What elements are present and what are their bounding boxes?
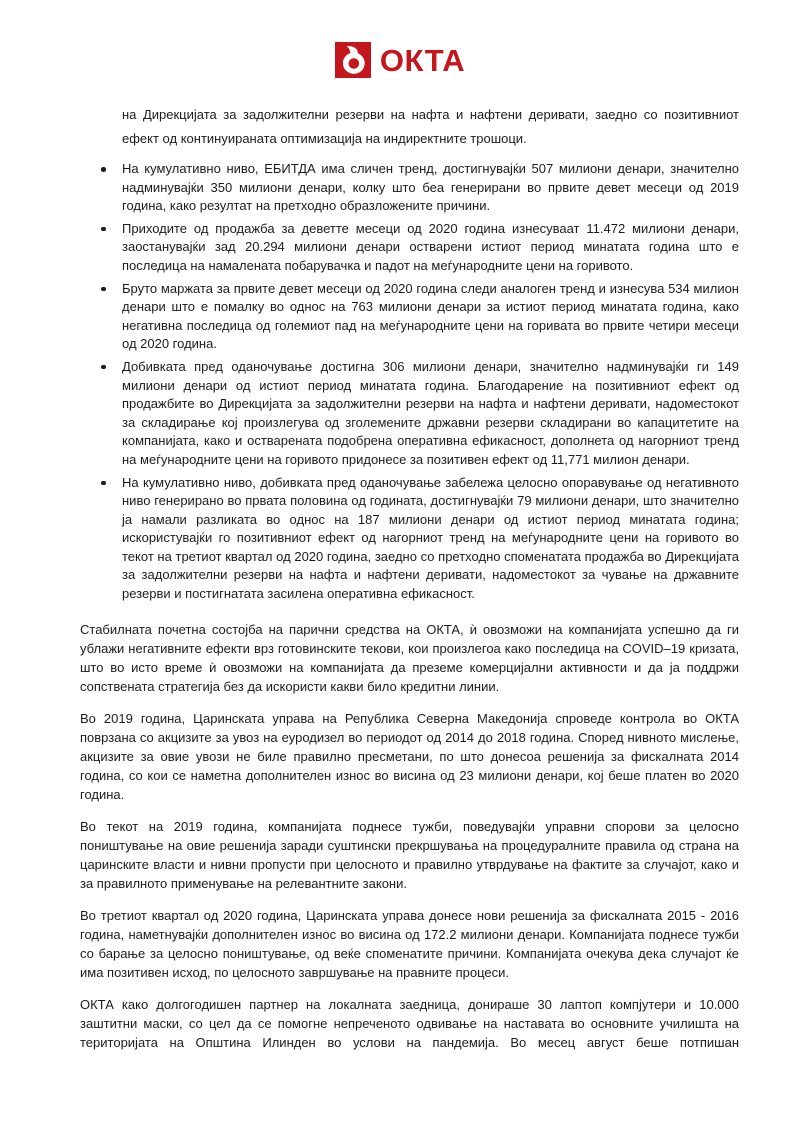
bullet-item: Добивката пред оданочување достигна 306 милиони денари, значително надминувајќи ги 149 милиони денари од истиот период минатата година. Благодарение на позитивниот ефект од продажбите во Дирекцијата за задолжителни резерви на нафта и нафтени деривати, надоместокот за складирање кој произлегува од зголемените државни резерви складирани во капацитетите на компанијата, како и остварената подобрена оперативна ефикасност, дополнета од нагорниот тренд на меѓународните цени на горивото придонесе за позитивен ефект од 11,771 милион денари. bbox=[80, 358, 739, 470]
paragraph: ОКТА како долгогодишен партнер на локалната заедница, донираше 30 лаптоп компјутери и 10.000 заштитни маски, со цел да се помогне непреченото одвивање на наставата во основните училишта на територијата на Општина Илинден во услови на пандемија. Во месец август беше потпишан bbox=[80, 996, 739, 1050]
bullet-item: На кумулативно ниво, добивката пред оданочување забележа целосно опоравување од негативното ниво генерирано во првата половина од годината, достигнувајќи 79 милиони денари, што значително ја намали разликата во однос на 187 милиони денари од истиот период минатата година; искористувајќи го позитивниот ефект од нагорниот тренд на меѓународните цени на горивото во текот на третиот квартал од 2020 година, заедно со претходно споменатата продажба во Дирекцијата за задолжителни резерви на нафта и нафтени деривати, надоместокот за чување на државните резерви и постигнатата засилена оперативна ефикасност. bbox=[80, 474, 739, 604]
bullet-item: Приходите од продажба за деветте месеци од 2020 година изнесуваат 11.472 милиони денари, заостанувајќи зад 20.294 милиони денари остварени истиот период минатата година што е последица на намалената побарувачка и падот на меѓународните цени на горивото. bbox=[80, 220, 739, 276]
paragraph: Стабилната почетна состојба на парични средства на ОКТА, ѝ овозможи на компанијата успешно да ги ублажи негативните ефекти врз готовинските текови, кои произлегоа како последица на COVID–19 кризата, што во исто време ѝ овозможи на компанијата да преземе комерцијални активности и да ја поддржи сопствената стратегија без да искористи какви било кредитни линии. bbox=[80, 621, 739, 694]
paragraph: Во третиот квартал од 2020 година, Царинската управа донесе нови решенија за фискалната 2015 - 2016 година, наметнувајќи дополнителен износ во висина од 172.2 милиони денари. Компанијата поднесе тужби со барање за целосно поништување, од веќе споменатите причини. Компанијата очекува дека случајот ќе има позитивен исход, по целосното завршување на правните процеси. bbox=[80, 907, 739, 980]
bullet-item: На кумулативно ниво, ЕБИТДА има сличен тренд, достигнувајќи 507 милиони денари, значително надминувајќи 350 милиони денари, колку што беа генерирани во првите девет месеци од 2019 година, како резултат на претходно образложените причини. bbox=[80, 160, 739, 216]
document-body bbox=[80, 103, 739, 1052]
okta-drop-icon bbox=[335, 42, 371, 78]
bullet-continuation-text: на Дирекцијата за задолжителни резерви на нафта и нафтени деривати, заедно со позитивниот ефект од континуираната оптимизација на индиректните трошоци. bbox=[122, 107, 739, 146]
paragraph: Во 2019 година, Царинската управа на Република Северна Македонија спроведе контрола во ОКТА поврзана со акцизите за увоз на еуродизел во периодот од 2014 до 2018 година. Според нивното мислење, акцизите за овие увози не биле правилно пресметани, по што донесоа решенија за фискалната 2014 година, со кои се наметна дополнителен износ во висина од 23 милиони денари, кој беше платен во 2020 година. bbox=[80, 710, 739, 802]
bullet-list bbox=[80, 160, 739, 604]
bullet-item: Бруто маржата за првите девет месеци од 2020 година следи аналоген тренд и изнесува 534 милион денари што е помалку во однос на 763 милиони денари за истиот период минатата година, како негативна последица од големиот пад на меѓународните цени на горивата во првите четири месеци од 2020 година. bbox=[80, 280, 739, 354]
okta-logo-text: ОКТА bbox=[379, 42, 466, 78]
okta-logo bbox=[0, 40, 800, 80]
paragraph: Во текот на 2019 година, компанијата поднесе тужби, поведувајќи управни спорови за целосно поништување на овие решенија заради суштински прекршувања на процедуралните правила од страна на царинските власти и нивни пропусти при целосното и правилно утврдување на фактите за случајот, како и за правилното применување на релевантните закони. bbox=[80, 818, 739, 891]
